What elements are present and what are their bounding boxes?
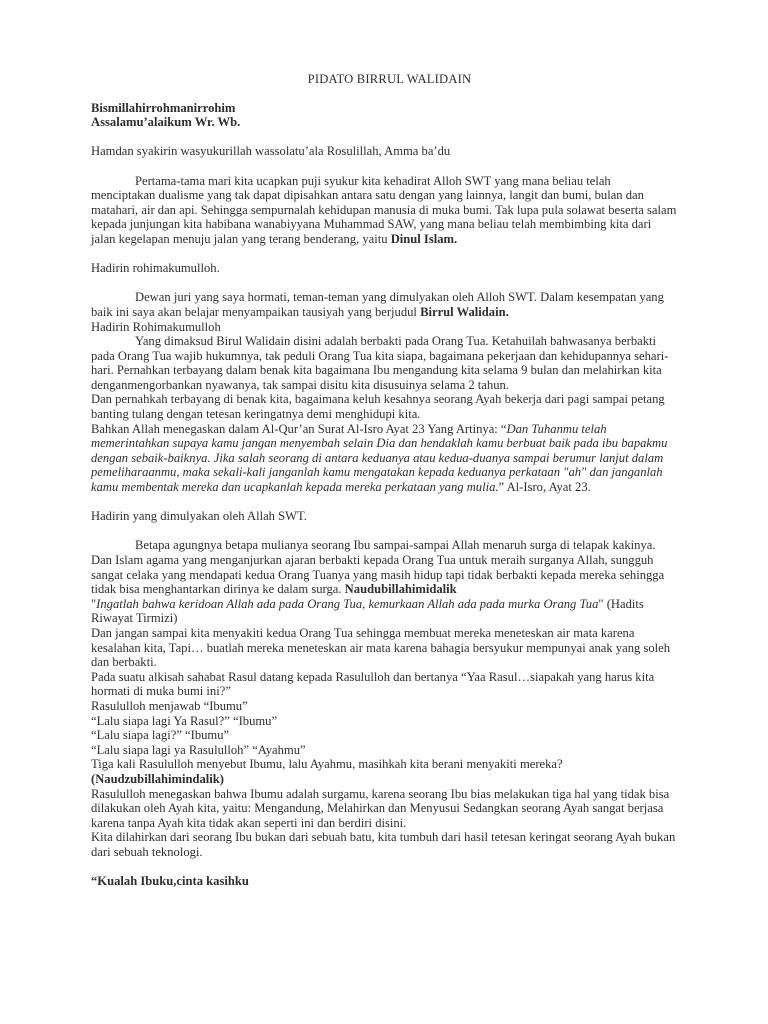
opening-line: Hamdan syakirin wasyukurillah wassolatu’ala Rosulillah, Amma ba’du <box>91 144 451 159</box>
quote-intro: Bahkan Allah menegaskan dalam Al-Qur’an Surat Al-Isro Ayat 23 Yang Artinya: “ <box>91 421 507 436</box>
quote-source: ” Al-Isro, Ayat 23. <box>498 480 591 495</box>
document-body <box>91 72 678 889</box>
dialogue-line: “Lalu siapa lagi?” “Ibumu” <box>91 728 230 743</box>
paragraph-text: Pertama-tama mari kita ucapkan puji syukur kita kehadirat Alloh SWT yang mana beliau telah menciptakan dualisme yang tak dapat dipisahkan antara satu dengan yang lainnya, langit dan bumi, bulan dan matahari, air dan api. Sehingga sempurnalah kehidupan manusia di muka bumi. Tak lupa pula solawat beserta salam kepada junjungan kita habibana wanabiyyana Muhammad SAW, yang mana beliau telah membimbing kita dari jalan kegelapan menuju jalan yang terang benderang, yaitu <box>91 173 677 246</box>
paragraph-text: Betapa agungnya betapa mulianya seorang Ibu sampai-sampai Allah menaruh surga di telapak kakinya. Dan Islam agama yang menganjurkan ajaran berbakti kepada Orang Tua untuk meraih surganya Allah, sungguh sangat celaka yang mendapati kedua Orang Tuanya yang masih hidup tapi tidak berbakti kepada mereka sehingga tidak bisa menghantarkan dirinya ke dalam surga. <box>91 538 665 597</box>
paragraph-text: Dewan juri yang saya hormati, teman-teman yang dimulyakan oleh Alloh SWT. Dalam kesempatan yang baik ini saya akan belajar menyampaikan tausiyah yang berjudul <box>91 290 664 319</box>
greeting-salam: Assalamu’alaikum Wr. Wb. <box>91 115 241 130</box>
greeting-basmalah: Bismillahirrohmanirrohim <box>91 100 236 115</box>
bold-phrase: Dinul Islam. <box>390 231 458 246</box>
address-line: Hadirin rohimakumulloh. <box>91 261 220 276</box>
bold-phrase: Birrul Walidain. <box>420 304 509 319</box>
hadith-source: " (Hadits Riwayat Tirmizi) <box>91 596 644 626</box>
paragraph-opening-praise <box>91 174 678 247</box>
poem-title: “Kualah Ibuku,cinta kasihku <box>91 874 249 889</box>
paragraph-jury-greeting <box>91 290 678 319</box>
paragraph-born: Kita dilahirkan dari seorang Ibu bukan dari sebuah batu, kita tumbuh dari hasil tetesan keringat seorang Ayah bukan dari sebuah teknologi. <box>91 830 676 859</box>
dialogue-line: “Lalu siapa lagi Ya Rasul?” “Ibumu” <box>91 713 278 728</box>
paragraph-tears: Dan jangan sampai kita menyakiti kedua Orang Tua sehingga membuat mereka meneteskan air mata karena kesalahan kita, Tapi… buatlah mereka meneteskan air mata karena bahagia bersyukur mempunyai anak yang soleh dan berbakti. <box>91 625 671 670</box>
paragraph-story: Pada suatu alkisah sahabat Rasul datang kepada Rasululloh dan bertanya “Yaa Rasul…siapakah yang harus kita hormati di muka bumi ini?” <box>91 669 655 699</box>
hadith-text: Ingatlah bahwa keridoan Allah ada pada Orang Tua, kemurkaan Allah ada pada murka Orang Tua <box>96 596 599 611</box>
paragraph-hadith <box>91 597 678 626</box>
dialogue-line: “Lalu siapa lagi ya Rasululloh” “Ayahmu” <box>91 742 306 757</box>
address-line: Hadirin yang dimulyakan oleh Allah SWT. <box>91 509 307 524</box>
paragraph-father: Dan pernahkah terbayang di benak kita, bagaimana keluh kesahnya seorang Ayah bekerja dari pagi sampai petang banting tulang dengan tetesan keringatnya demi menghidupi kita. <box>91 392 665 422</box>
paragraph-mother-heaven <box>91 538 678 596</box>
document-title: PIDATO BIRRUL WALIDAIN <box>307 72 472 86</box>
paragraph-three-times: Tiga kali Rasululloh menyebut Ibumu, lalu Ayahmu, masihkah kita berani menyakiti mereka? <box>91 757 563 772</box>
paragraph-mother-heaven-2: Rasululloh menegaskan bahwa Ibumu adalah surgamu, karena seorang Ibu bias melakukan tiga hal yang tidak bisa dilakukan oleh Ayah kita, yaitu: Mengandung, Melahirkan dan Menyusui Sedangkan seorang Ayah sangat berjasa karena tanpa Ayah kita tidak akan seperti ini dan berdiri disini. <box>91 786 670 830</box>
exclamation: (Naudzubillahimindalik) <box>91 771 224 786</box>
quote-text: Dan Tuhanmu telah memerintahkan supaya kamu jangan menyembah selain Dia dan hendaklah kamu berbuat baik pada ibu bapakmu dengan sebaik-baiknya. Jika salah seorang di antara keduanya atau kedua-duanya sampai berumur lanjut dalam pemeliharaanmu, maka sekali-kali janganlah kamu mengatakan kepada keduanya perkataan "ah" dan janganlah kamu membentak mereka dan ucapkanlah kepada mereka perkataan yang mulia. <box>91 421 668 495</box>
address-line: Hadirin Rohimakumulloh <box>91 319 221 334</box>
paragraph-quran-quote <box>91 422 678 495</box>
hadith-open-quote: " <box>91 596 97 611</box>
dialogue-line: Rasululloh menjawab “Ibumu” <box>91 698 248 713</box>
bold-phrase: Naudubillahimidalik <box>344 582 457 597</box>
paragraph-definition: Yang dimaksud Birul Walidain disini adalah berbakti pada Orang Tua. Ketahuilah bahwasanya berbakti pada Orang Tua wajib hukumnya, tak peduli Orang Tua kita siapa, bagaimana pekerjaan dan kehidupannya sehari-hari. Pernahkan terbayang dalam benak kita bagaimana Ibu mengandung kita selama 9 bulan dan melahirkan kita denganmengorbankan nyawanya, tak sampai disitu kita disusuinya selama 2 tahun. <box>91 334 669 392</box>
